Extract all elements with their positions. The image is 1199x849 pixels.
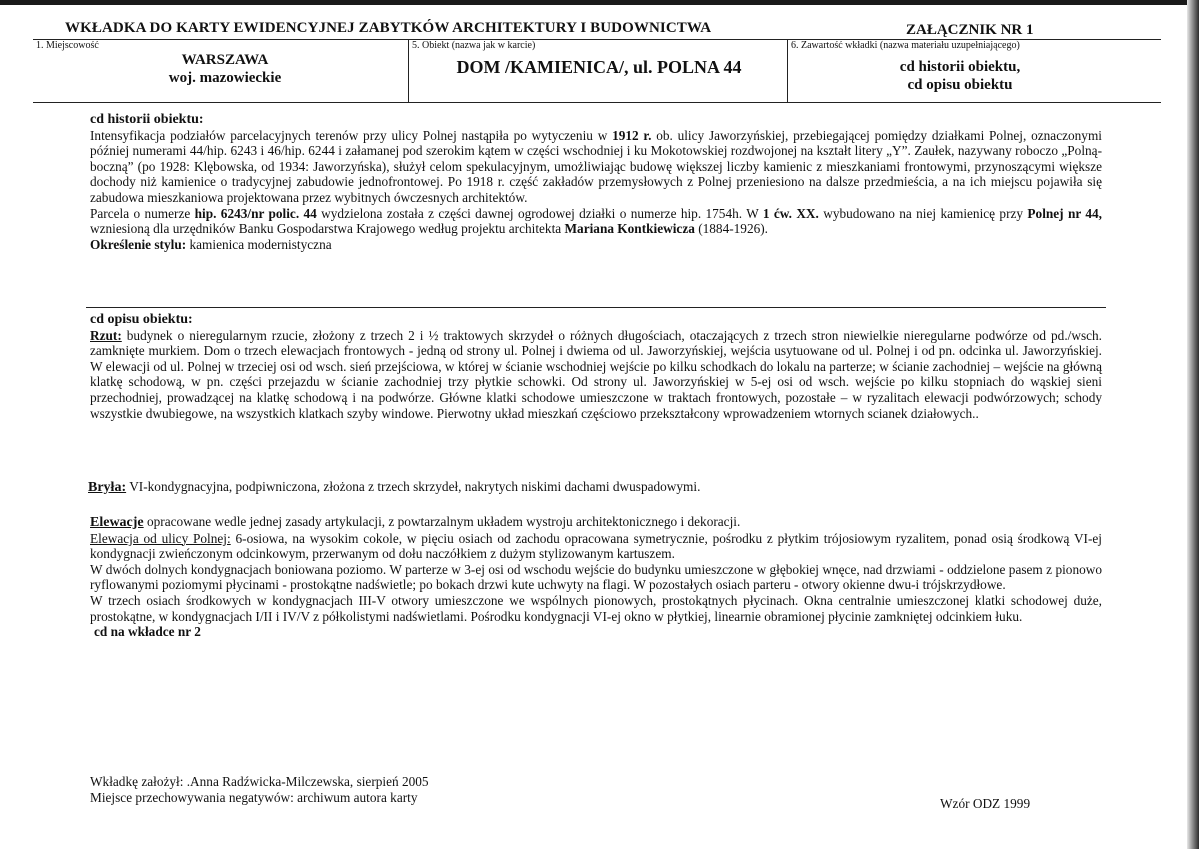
history-p2-text-a: Parcela o numerze <box>90 205 195 221</box>
mass-paragraph <box>88 479 1100 496</box>
annex-number: ZAŁĄCZNIK NR 1 <box>906 22 1034 38</box>
header-bottom-rule <box>33 102 1161 103</box>
history-p2-text-b: wydzielona została z części dawnej ogrodowej działki o numerze hip. 1754h. W <box>316 205 763 221</box>
continued-note: cd na wkładce nr 2 <box>94 624 201 640</box>
middle-axes-text-b: Pośrodku kondygnacji VI-ej okno w płytkiej, linearnie obramionej płycinie zamkniętej odcinkiem łuku. <box>467 608 1023 624</box>
field-5-label: 5. Obiekt (nazwa jak w karcie) <box>412 40 536 51</box>
history-p2-street: Polnej nr 44, <box>1027 205 1103 221</box>
history-paragraph-2 <box>90 206 1102 237</box>
history-section <box>90 112 1102 252</box>
history-heading: cd historii obiektu: <box>90 112 204 127</box>
history-p2-text-d: wzniesioną dla urzędników Banku Gospodarstwa Krajowego według projektu architekta <box>90 221 565 237</box>
history-p1-text-a: Intensyfikacja podziałów parcelacyjnych terenów przy ulicy Polnej nastąpiła po wytyczeniu w <box>90 127 613 143</box>
lower-storeys-paragraph: W dwóch dolnych kondygnacjach boniowana poziomo. W parterze w 3-ej osi od wschodu wejście do budynku umieszczone w głębokiej wnęce, nad drzwiami - oddzielone pasem z pionowo ryflowanymi poziomymi płycinami - prostokątne nadświetle; po bokach drzwi kute uchwyty na flagi. W pozostałych osiach parteru - otwory okienne dwu-i trójskrzydłowe. <box>90 561 1102 593</box>
mass-text: VI-kondygnacyjna, podpiwniczona, złożona z trzech skrzydeł, nakrytych niskimi dachami dwuspadowymi. <box>126 479 701 494</box>
elevations-text: opracowane wedle jednej zasady artykulacji, z powtarzalnym układem wystroju architektonicznego i dekoracji. <box>143 514 741 529</box>
field-1-voivodeship: woj. mazowieckie <box>168 70 282 86</box>
header-divider-1 <box>408 39 409 102</box>
history-p1-year: 1912 r. <box>612 127 652 143</box>
history-paragraph-1 <box>90 128 1102 206</box>
elevations-paragraph <box>90 514 1102 531</box>
field-5-object: DOM /KAMIENICA/, ul. POLNA 44 <box>456 57 742 77</box>
style-label: Określenie stylu: <box>90 236 187 252</box>
style-definition <box>90 237 1102 253</box>
history-p2-architect: Mariana Kontkiewicza <box>564 221 695 237</box>
negatives-location: Miejsce przechowywania negatywów: archiwum autora karty <box>90 790 418 805</box>
form-title: WKŁADKA DO KARTY EWIDENCYJNEJ ZABYTKÓW ARCHITEKTURY I BUDOWNICTWA <box>65 20 712 36</box>
field-1-city: WARSZAWA <box>181 52 269 68</box>
field-6-content-1: cd historii obiektu, <box>899 59 1021 75</box>
elevations-section <box>90 514 1102 640</box>
description-section <box>90 312 1102 421</box>
field-6-label: 6. Zawartość wkładki (nazwa materiału uzupełniającego) <box>791 40 1020 51</box>
middle-axes-text-a: W trzech osiach środkowych w kondygnacjach III-V otwory umieszczone we wspólnych pionowych, prostokątnych płycinach. Okna centralnie umieszczonej klatki schodowej duże, prostokątne, w kondygnacjach I/II i IV/V z półkolistymi nadświetlami. <box>90 592 1102 624</box>
field-1-label: 1. Miejscowość <box>36 40 99 51</box>
history-p2-text-c: wybudowano na niej kamienicę przy <box>818 205 1028 221</box>
plan-paragraph <box>90 328 1102 422</box>
polna-elevation-text: 6-osiowa, na wysokim cokole, w pięciu osiach od zachodu opracowana symetrycznie, pośrodku z płytkim trójosiowym ryzalitem, ponad osią środkową VI-ej kondygnacji zwieńczonym odcinkowym, przerwanym od dołu naczółkiem z dużym stylizowanym kartuszem. <box>90 530 1102 562</box>
elevations-label: Elewacje <box>90 515 144 530</box>
author-line: Wkładkę założył: .Anna Radźwicka-Milczewska, sierpień 2005 <box>90 774 429 789</box>
description-heading: cd opisu obiektu: <box>90 312 193 327</box>
plan-text: budynek o nieregularnym rzucie, złożony z trzech 2 i ½ traktowych skrzydeł o różnych długościach, otaczających z trzech stron niewielkie nieregularne podwórze od pd./wsch. zamknięte murkiem. Dom o trzech elewacjach frontowych - jedną od strony ul. Polnej i dwiema od ul. Jaworzyńskiej, wejścia usytuowane od ul. Polnej i od pn. odcinka ul. Jaworzyńskiej. W elewacji od ul. Polnej w trzeciej osi od wsch. sień przejściowa, w której w ścianie wschodniej wejście po kilku schodkach do lokalu na parterze; w ścianie zachodniej – wejście na główną klatkę schodową, w pn. części przejazdu w ścianie zachodniej trzy płytkie schowki. Od strony ul. Jaworzyńskiej w 5-ej osi od wsch. wejście po kilku stopniach do wąskiej sieni przechodniej, prowadzącej na klatkę schodową i na podwórze. Główne klatki schodowe umieszczone w traktach frontowych, pozostałe – w ryzalitach elewacji podwórzowych; schody wszystkie dwubiegowe, na wszystkich klatkach szyby windowe. Pierwotny układ mieszkań częściowo przekształcony wprowadzeniem wtornych scianek działowych.. <box>90 327 1102 421</box>
field-6-content-2: cd opisu obiektu <box>907 77 1013 93</box>
section-separator <box>86 307 1106 308</box>
polna-elevation-label: Elewacja od ulicy Polnej: <box>90 530 231 546</box>
scan-top-edge <box>0 0 1199 5</box>
form-model: Wzór ODZ 1999 <box>940 796 1031 811</box>
history-p2-text-e: (1884-1926). <box>694 221 768 237</box>
history-p2-period: 1 ćw. XX. <box>762 205 819 221</box>
middle-axes-paragraph <box>90 593 1102 624</box>
history-p2-parcel: hip. 6243/nr polic. 44 <box>194 205 317 221</box>
polna-elevation-paragraph <box>90 531 1102 562</box>
scan-right-edge <box>1187 0 1199 849</box>
history-p1-text-b: ob. ulicy Jaworzyńskiej, przebiegającej pomiędzy działkami Polnej, oznaczonymi później numerami 44/hip. 6243 i 46/hip. 6244 i załamanej pod szerokim kątem w części wschodniej i ku Mokotowskiej rozdwojonej na kształt litery „Y”. Zaułek, nazywany roboczo „Polną-boczną” (po 1928: Klębowska, od 1934: Jaworzyńska), służył celom spekulacyjnym, umożliwiając budowę większej liczby kamienic z mieszkaniami frontowymi, przynoszącymi większe dochody niż kamienice o tradycyjnej zabudowie jednofrontowej. Po 1918 r. część zakładów przemysłowych z Polnej przeniesiono na dalsze przedmieścia, a na ich miejscu pojawiła się zabudowa mieszkaniowa projektowana przez wybitnych ówczesnych architektów. <box>90 127 1102 205</box>
style-value: kamienica modernistyczna <box>186 236 332 252</box>
mass-section <box>88 479 1100 496</box>
mass-label: Bryła: <box>88 480 127 495</box>
plan-label: Rzut: <box>90 327 122 343</box>
